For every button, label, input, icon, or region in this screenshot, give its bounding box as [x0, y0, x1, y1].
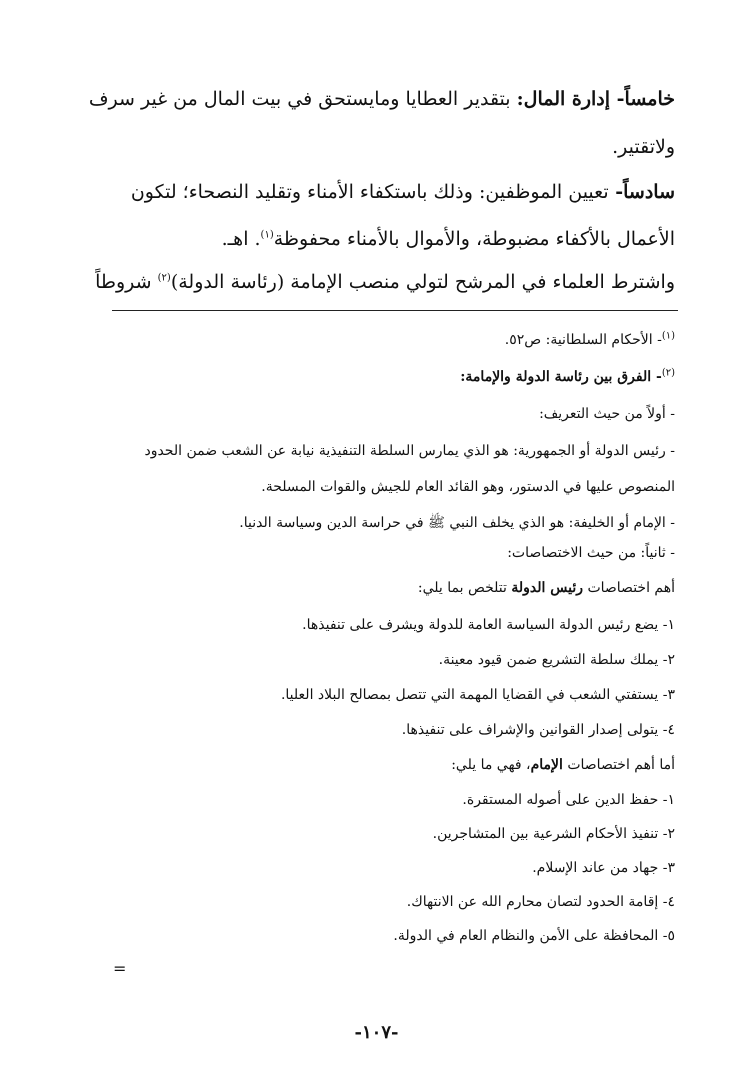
continuation-mark: = [113, 959, 127, 978]
section-heading-sixth: سادساً- [608, 181, 675, 203]
footnote-list-item: ٣- جهاد من عاند الإسلام. [532, 860, 675, 876]
footnote-heading: - الفرق بين رئاسة الدولة والإمامة: [460, 369, 662, 385]
footnote-reference[interactable]: (١) [260, 229, 274, 241]
footnote-text: - رئيس الدولة أو الجمهورية: هو الذي يمارس السلطة التنفيذية نيابة عن الشعب ضمن الحدود [144, 443, 675, 459]
body-line-4 [70, 228, 675, 250]
footnote-list-item: ١- حفظ الدين على أصوله المستقرة. [462, 792, 675, 808]
footnote-mark: (٢) [661, 367, 675, 379]
footnote-list-item: ٤- يتولى إصدار القوانين والإشراف على تنفيذها. [401, 722, 675, 738]
footnote-text: - أولاً من حيث التعريف: [539, 406, 675, 422]
footnote-line [70, 514, 675, 534]
footnote-line [70, 928, 675, 944]
footnote-line [70, 406, 675, 422]
footnote-reference[interactable]: (٢) [157, 272, 171, 284]
footnote-text: ، فهي ما يلي: [451, 757, 531, 773]
footnote-bold-term: الإمام [530, 757, 563, 773]
body-text-tail: . اهـ. [221, 228, 261, 250]
page-number: -١٠٧- [354, 1022, 399, 1043]
body-text-tail: شروطاً [95, 271, 158, 293]
body-line-2 [70, 136, 675, 158]
footnote-list-item: ٢- تنفيذ الأحكام الشرعية بين المتشاجرين. [432, 826, 675, 842]
footnote-line [70, 687, 675, 703]
footnote-line [70, 894, 675, 910]
footnote-list-item: ٥- المحافظة على الأمن والنظام العام في الدولة. [393, 928, 675, 944]
footnote-line [70, 617, 675, 633]
footnote-text: أهم اختصاصات [583, 580, 675, 596]
footnote-mark: (١) [661, 330, 675, 342]
footnote-text: - الإمام أو الخليفة: هو الذي يخلف النبي ﷺ في حراسة الدين وسياسة الدنيا. [239, 515, 675, 531]
footnote-text: - الأحكام السلطانية: ص٥٢. [504, 332, 662, 348]
body-text: واشترط العلماء في المرشح لتولي منصب الإمامة (رئاسة الدولة) [170, 271, 675, 293]
footnote-list-item: ٤- إقامة الحدود لتصان محارم الله عن الانتهاك. [406, 894, 675, 910]
footnote-line [70, 860, 675, 876]
body-text: بتقدير العطايا ومايستحق في بيت المال من غير سرف [88, 88, 517, 110]
footnote-list-item: ٣- يستفتي الشعب في القضايا المهمة التي تتصل بمصالح البلاد العليا. [280, 687, 675, 703]
footnote-text: تتلخص بما يلي: [417, 580, 512, 596]
footnote-line [70, 479, 675, 495]
footnote-1 [70, 332, 675, 348]
section-heading-fifth: خامساً- إدارة المال: [516, 88, 675, 110]
body-line-5 [70, 271, 675, 293]
body-line-1 [70, 88, 675, 110]
footnote-2 [70, 369, 675, 385]
footnote-line [70, 722, 675, 738]
footnote-separator [112, 310, 678, 311]
footnote-line [70, 443, 675, 459]
footnote-text: المنصوص عليها في الدستور، وهو القائد العام للجيش والقوات المسلحة. [261, 479, 675, 495]
footnote-line [70, 757, 675, 773]
footnote-list-item: ١- يضع رئيس الدولة السياسة العامة للدولة ويشرف على تنفيذها. [302, 617, 675, 633]
body-text: تعيين الموظفين: وذلك باستكفاء الأمناء وتقليد النصحاء؛ لتكون [130, 181, 609, 203]
footnote-list-item: ٢- يملك سلطة التشريع ضمن قيود معينة. [438, 652, 675, 668]
footnote-bold-term: رئيس الدولة [511, 580, 583, 596]
body-text: الأعمال بالأكفاء مضبوطة، والأموال بالأمناء محفوظة [273, 228, 675, 250]
footnote-text: - ثانياً: من حيث الاختصاصات: [507, 545, 675, 561]
footnote-line [70, 826, 675, 842]
footnote-line [70, 652, 675, 668]
footnote-text: أما أهم اختصاصات [562, 757, 675, 773]
footnote-line [70, 545, 675, 561]
body-text: ولاتقتير. [612, 136, 675, 158]
body-line-3 [70, 181, 675, 203]
footnote-line [70, 580, 675, 596]
footnote-line [70, 792, 675, 808]
